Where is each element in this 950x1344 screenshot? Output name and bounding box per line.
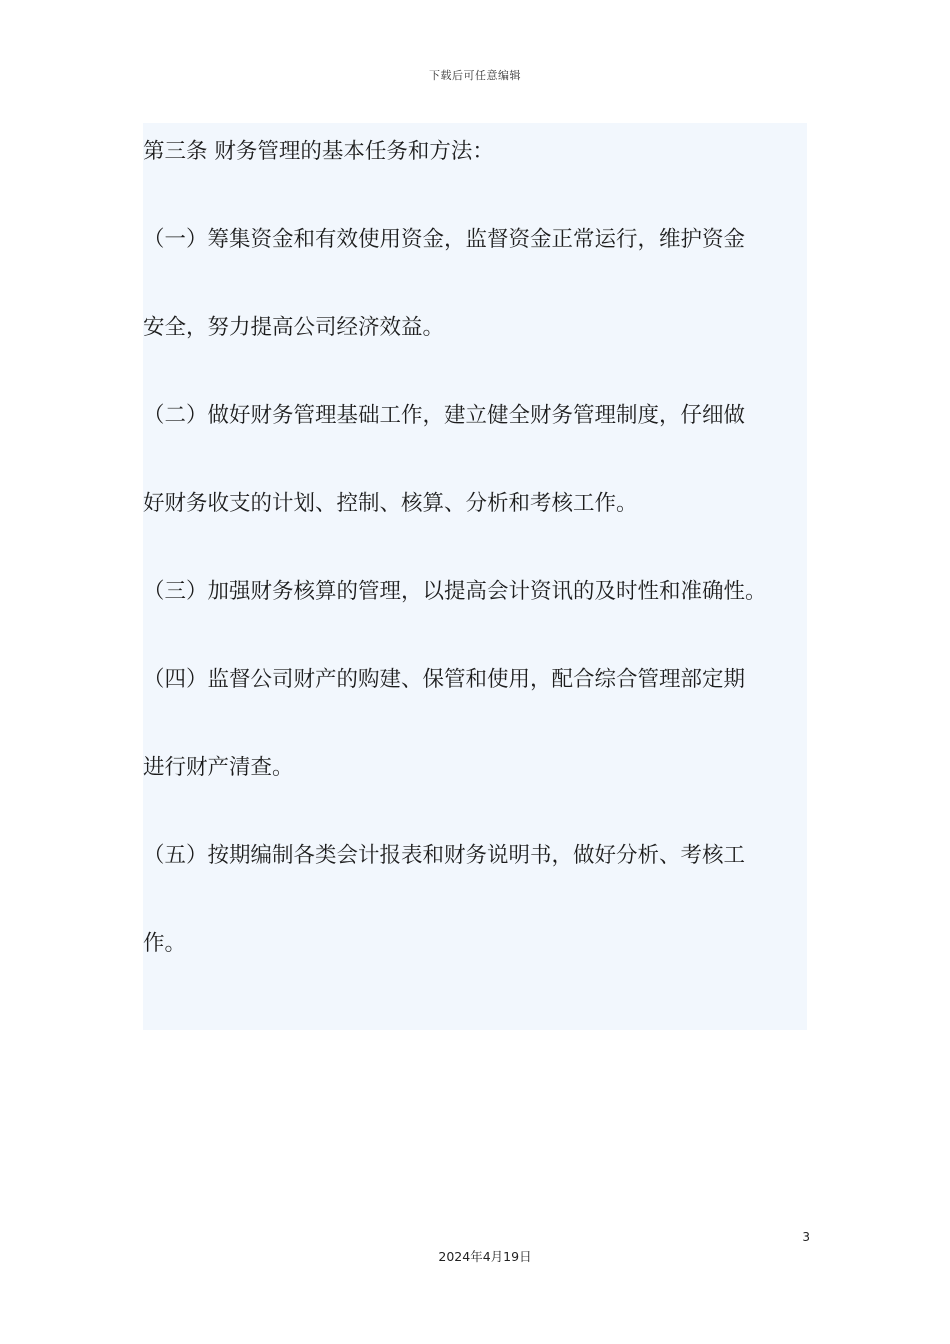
paragraph-line: 好财务收支的计划、控制、核算、分析和考核工作。 (143, 491, 638, 516)
footer-date: 2024年4月19日 (438, 1249, 532, 1264)
paragraph-line: （五）按期编制各类会计报表和财务说明书，做好分析、考核工 (143, 843, 746, 868)
paragraph-line: （一）筹集资金和有效使用资金，监督资金正常运行，维护资金 (143, 227, 746, 252)
article-heading: 第三条 财务管理的基本任务和方法： (143, 139, 494, 164)
paragraph-line: （四）监督公司财产的购建、保管和使用，配合综合管理部定期 (143, 667, 746, 692)
paragraph-line: （三）加强财务核算的管理，以提高会计资讯的及时性和准确性。 (143, 579, 767, 604)
paragraph-line: 安全，努力提高公司经济效益。 (143, 315, 445, 340)
paragraph-line: 进行财产清查。 (143, 755, 294, 780)
paragraph-line: （二）做好财务管理基础工作，建立健全财务管理制度，仔细做 (143, 403, 746, 428)
document-body (143, 123, 807, 1030)
page-number: 3 (802, 1230, 810, 1244)
paragraph-line: 作。 (143, 931, 187, 956)
page-header: 下载后可任意编辑 (429, 69, 521, 82)
